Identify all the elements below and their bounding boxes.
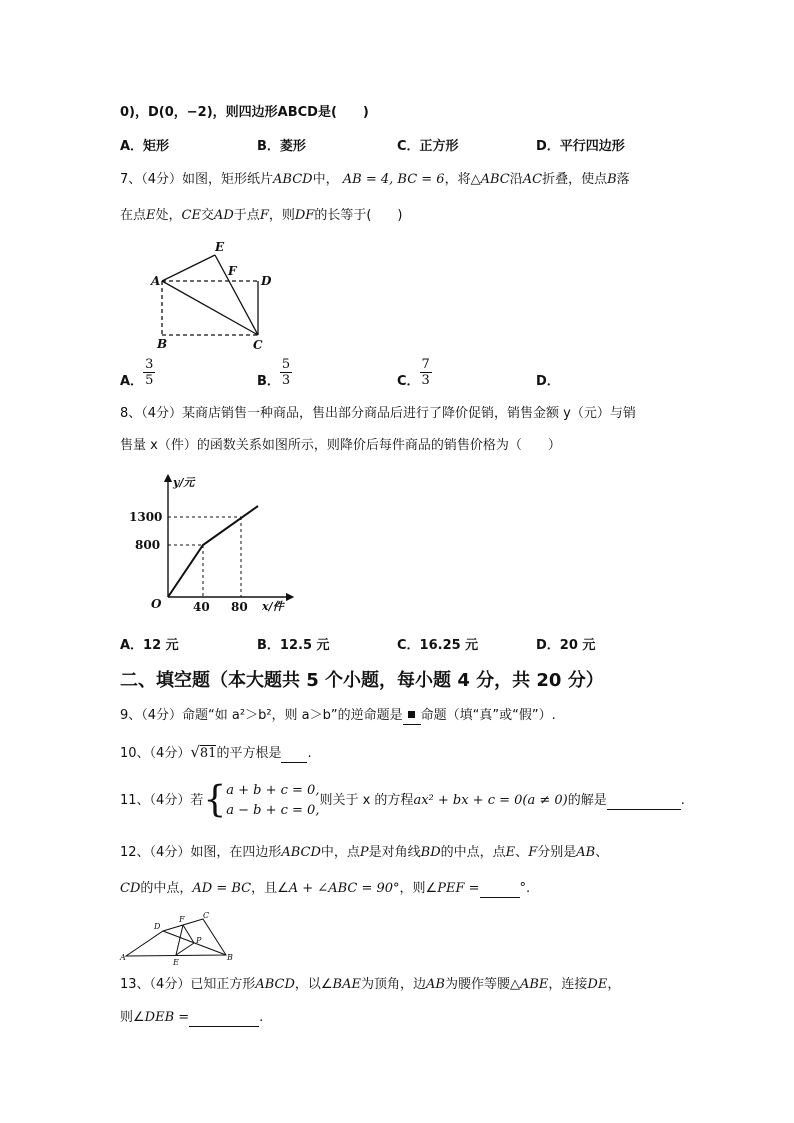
q7-text: 于点: [233, 208, 260, 223]
q8-option-b: B．12.5 元: [257, 638, 330, 653]
q10-line: [120, 743, 312, 763]
q7-option-letter: C．: [397, 374, 420, 389]
q7-label-b: B: [157, 337, 168, 351]
q11-equation: ax² + bx + c = 0(a ≠ 0): [413, 793, 568, 808]
q7-label-c: C: [253, 338, 263, 352]
q13-text: 则∠: [120, 1010, 145, 1025]
q6-option-b: B．菱形: [257, 139, 306, 154]
q6-option-d: D．平行四边形: [536, 139, 625, 154]
q12-math: PEF =: [437, 881, 480, 896]
q9-text: 9、（4分）命题“如 a²＞b²，则 a＞b”的逆命题是: [120, 708, 403, 723]
q7-line1: [120, 171, 630, 189]
q12-quadrilateral-abcd: [126, 919, 226, 956]
q7-math: F: [259, 208, 269, 223]
q12-text: 的中点，: [140, 881, 193, 896]
q7-text: 中，: [312, 172, 339, 187]
q11-text: 则关于 x 的方程: [319, 793, 414, 808]
q7-numerator: 5: [281, 357, 291, 372]
q8-function-line: [168, 506, 258, 597]
q7-option-b: [257, 356, 292, 389]
q7-fraction: [143, 357, 155, 388]
q12-label-f: F: [179, 915, 185, 924]
q12-label-e: E: [173, 958, 179, 966]
q7-label-a: A: [151, 274, 161, 288]
q11-answer-blank[interactable]: [607, 795, 681, 810]
q12-math: A + ∠ABC = 90°: [288, 881, 400, 896]
q12-text: ，且∠: [251, 881, 289, 896]
q13-answer-blank[interactable]: [189, 1012, 259, 1027]
q12-math: ABCD: [281, 845, 321, 860]
q7-denominator: 3: [281, 373, 291, 388]
q7-rectangle-fold-figure: [145, 238, 285, 353]
q11-eq1: a + b + c = 0,: [226, 782, 320, 798]
q7-math: AD: [213, 208, 234, 223]
q13-math: ABE: [519, 977, 549, 992]
q7-math: CE: [181, 208, 201, 223]
q13-text: .: [259, 1010, 264, 1025]
q8-option-c: C．16.25 元: [397, 638, 479, 653]
q8-sales-graph: [125, 472, 305, 620]
q7-text: 在点: [120, 208, 147, 223]
q12-math: AD = BC: [192, 881, 252, 896]
q7-option-d: D．: [536, 374, 560, 389]
q13-math: AB: [426, 977, 445, 992]
q12-text: °.: [519, 881, 531, 896]
q8-tick-80: 80: [231, 600, 248, 614]
q8-option-d: D．20 元: [536, 638, 596, 653]
q7-math: DF: [294, 208, 315, 223]
q7-text: 交: [200, 208, 214, 223]
q9-blank-marker: [408, 711, 415, 718]
q7-text: 沿: [509, 172, 523, 187]
q12-math: E: [505, 845, 516, 860]
q12-text: 是对角线: [368, 845, 421, 860]
q7-text: ，将△: [444, 172, 481, 187]
q7-text: 落: [616, 172, 630, 187]
q8-tick-40: 40: [193, 600, 210, 614]
q13-text: ，: [607, 977, 621, 992]
q7-text: 折叠，使点: [542, 172, 608, 187]
q12-text: 分别是: [537, 845, 577, 860]
q12-text: ，则∠: [399, 881, 438, 896]
q7-text: 处，: [155, 208, 182, 223]
q11-text: .: [680, 793, 685, 808]
q8-option-a: A．12 元: [120, 638, 179, 653]
q12-label-a: A: [120, 953, 126, 962]
q8-origin-label: O: [151, 597, 162, 611]
q7-option-letter: A．: [120, 374, 144, 389]
q7-denominator: 3: [421, 373, 430, 388]
q13-text: 为顶角，边: [360, 977, 426, 992]
q10-radicand: 81: [199, 746, 217, 761]
q12-text: 、: [595, 845, 609, 860]
q6-option-c: C．正方形: [397, 139, 459, 154]
q11-text: 的解是: [567, 793, 607, 808]
q10-text: .: [307, 746, 312, 761]
q12-text: 12、（4分）如图，在四边形: [120, 845, 282, 860]
q8-x-label: x/件: [262, 600, 284, 613]
q12-math: CD: [120, 881, 141, 896]
q9-answer-blank[interactable]: [403, 706, 421, 725]
q12-math: AB: [576, 845, 596, 860]
q13-line2: [120, 1009, 263, 1027]
q6-tail-text: 0)，D(0，−2)，则四边形ABCD是( ): [120, 105, 369, 120]
q12-line2: [120, 880, 530, 898]
q12-label-p: P: [196, 936, 202, 945]
q10-answer-blank[interactable]: [281, 748, 307, 763]
q12-label-c: C: [203, 911, 210, 920]
q11-line: [120, 778, 685, 824]
q11-equation-system: [226, 781, 319, 821]
q10-text: 的平方根是: [216, 746, 282, 761]
q12-answer-blank[interactable]: [480, 883, 520, 898]
q6-option-a: A．矩形: [120, 139, 170, 154]
q13-text: ，连接: [548, 977, 588, 992]
q12-label-d: D: [154, 922, 161, 931]
q7-label-e: E: [215, 240, 225, 254]
q13-text: ，以∠: [294, 977, 333, 992]
q7-fraction: [420, 357, 432, 388]
q7-math: ABC: [480, 172, 510, 187]
q8-line1: 8、（4分）某商店销售一种商品，售出部分商品后进行了降价促销，销售金额 y（元）与销: [120, 406, 636, 421]
q7-segment-ae: [162, 255, 215, 281]
q13-math: DE: [587, 977, 608, 992]
q12-text: 的中点，点: [440, 845, 506, 860]
left-brace-icon: {: [203, 779, 227, 821]
q12-text: 中，点: [320, 845, 360, 860]
q7-line2: [120, 207, 402, 225]
q7-numerator: 7: [421, 357, 430, 372]
q13-text: 13、（4分）已知正方形: [120, 977, 256, 992]
q7-option-letter: B．: [257, 374, 280, 389]
q7-option-c: [397, 356, 432, 389]
q8-line2: 售量 x（件）的函数关系如图所示，则降价后每件商品的销售价格为（ ）: [120, 438, 561, 453]
q8-tick-800: 800: [135, 538, 161, 552]
q13-text: 为腰作等腰△: [444, 977, 520, 992]
q12-diagonal-bd: [163, 931, 226, 955]
q12-math: P: [359, 845, 369, 860]
q7-math: AC: [522, 172, 543, 187]
q12-line1: [120, 844, 608, 862]
q7-numerator: 3: [145, 357, 154, 372]
q7-fraction: [280, 357, 292, 388]
q7-math: ABCD: [273, 172, 313, 187]
q13-line1: [120, 976, 620, 994]
q12-text: 、: [515, 845, 529, 860]
q7-option-a: [120, 356, 155, 389]
q11-text: 11、（4分）若: [120, 793, 204, 808]
section-title-fill-in: 二、填空题（本大题共 5 个小题，每小题 4 分，共 20 分）: [120, 670, 604, 691]
q7-denominator: 5: [145, 373, 154, 388]
q13-math: ABCD: [255, 977, 295, 992]
q7-label-f: F: [228, 264, 237, 278]
q7-label-d: D: [261, 274, 272, 288]
q7-text: 的长等于( ): [314, 208, 403, 223]
q7-math: AB = 4, BC = 6: [342, 172, 445, 187]
q13-math: DEB =: [144, 1010, 190, 1025]
q12-math: F: [528, 845, 538, 860]
q12-label-b: B: [227, 953, 233, 962]
q7-text: 7、（4分）如图，矩形纸片: [120, 172, 274, 187]
q7-text: ，则: [268, 208, 295, 223]
q12-math: BD: [420, 845, 441, 860]
q8-y-label: y/元: [173, 476, 195, 489]
q9-line: [120, 706, 556, 725]
q9-text: 命题（填“真”或“假”）.: [420, 708, 556, 723]
q12-quadrilateral-figure: [118, 911, 243, 966]
sqrt-icon: √: [190, 743, 200, 761]
q10-text: 10、（4分）: [120, 746, 191, 761]
q8-tick-1300: 1300: [129, 510, 163, 524]
q13-math: BAE: [332, 977, 361, 992]
q11-eq2: a − b + c = 0,: [226, 802, 320, 818]
q7-math: E: [146, 208, 156, 223]
q7-math: B: [607, 172, 617, 187]
